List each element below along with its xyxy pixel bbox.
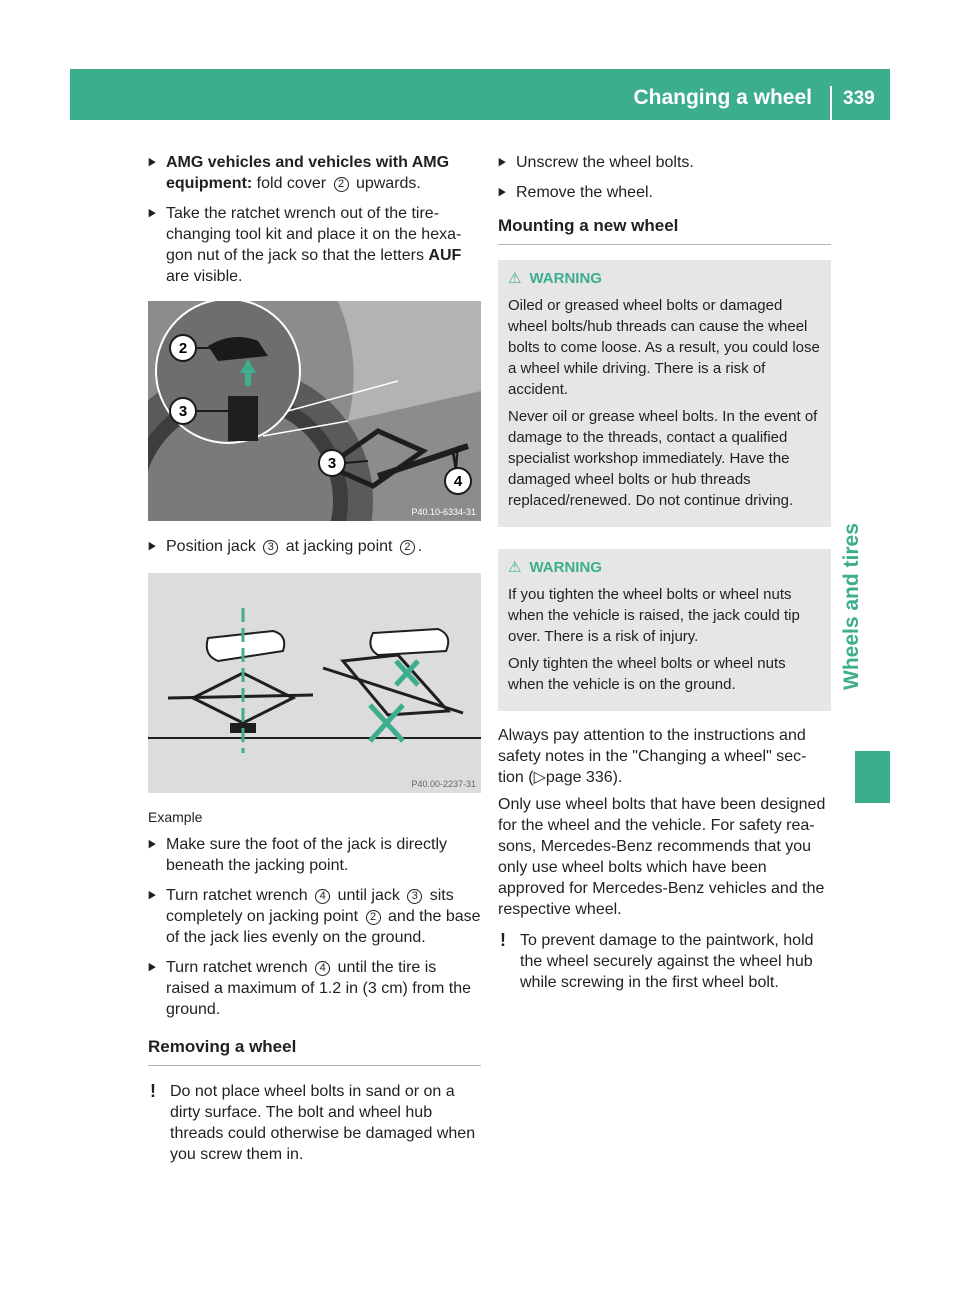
step-foot-beneath (148, 834, 481, 876)
step-text: until the tire is raised a maximum of 1.2 in (3 cm) from the ground. (166, 959, 471, 1018)
warning-text: Oiled or greased wheel bolts or damaged wheel bolts/hub threads can cause the wheel bolts to come loose. As a result, you could lose a wheel while driving. There is a risk of accident. (508, 297, 820, 398)
warning-label: WARNING (529, 270, 602, 287)
callout-number: 3 (407, 889, 422, 904)
side-tab-label: Wheels and tires (840, 523, 863, 690)
warning-text: Only tighten the wheel bolts or wheel nuts when the vehicle is on the ground. (508, 655, 786, 693)
jack-position-illustration (148, 573, 481, 793)
warning-label: WARNING (529, 559, 602, 576)
step-ratchet-wrench (148, 203, 481, 287)
callout-number: 4 (315, 889, 330, 904)
step-text: sits completely on jacking point (166, 887, 454, 925)
warning-box-bolts (498, 260, 831, 527)
paragraph-wheel-bolts: Only use wheel bolts that have been designed for the wheel and the vehicle. For safety rea-sons, Mercedes-Benz recommends that you only use wheel bolts which have been approved for Mercedes-Benz vehicles and the respective wheel. (498, 796, 826, 918)
page-reference-link[interactable]: page 336 (545, 769, 613, 786)
step-text: and the base of the jack lies evenly on the ground. (166, 908, 481, 946)
jack-wheel-illustration (148, 301, 481, 521)
step-unscrew (498, 152, 831, 173)
figure-code: P40.00-2237-31 (411, 779, 476, 789)
page-ref-arrow-icon: ▷ (533, 769, 546, 786)
step-text: Unscrew the wheel bolts. (516, 154, 694, 171)
warning-text: Never oil or grease wheel bolts. In the event of damage to the threads, contact a qualified specialist workshop immediately. Have the damaged wheel bolts or hub threads replaced/renewed. Do not continue driving. (508, 408, 818, 509)
step-text: upwards. (355, 175, 421, 192)
step-turn-ratchet-sits (148, 885, 481, 948)
step-amg-cover (148, 152, 481, 194)
callout-number: 3 (263, 540, 278, 555)
step-text: Take the ratchet wrench out of the tire-changing tool kit and place it on the hexa-gon nut of the jack so that the letters (166, 205, 462, 264)
callout-number: 2 (400, 540, 415, 555)
paragraph-text: Always pay attention to the instructions and safety notes in the "Changing a wheel" sec-tion ( (498, 727, 807, 786)
step-remove-wheel (498, 182, 831, 203)
notice-removing (148, 1081, 481, 1165)
callout-label: 3 (327, 455, 337, 472)
warning-header (508, 557, 821, 578)
figure-jack-positioning-example (148, 573, 481, 793)
warning-header (508, 268, 821, 289)
step-bold-label: AMG vehicles and vehicles with AMG equipment: (166, 154, 450, 192)
chapter-title: Changing a wheel (633, 86, 812, 109)
step-turn-ratchet-raise (148, 957, 481, 1020)
warning-triangle-icon: ⚠ (508, 559, 522, 576)
exclamation-icon: ! (500, 930, 506, 950)
step-text: . (417, 538, 423, 555)
callout-number: 2 (334, 177, 349, 192)
section-heading-removing: Removing a wheel (148, 1036, 481, 1066)
warning-box-tighten (498, 549, 831, 711)
step-text: at jacking point (285, 538, 393, 555)
side-tab-marker (855, 751, 890, 803)
page-header (70, 69, 890, 120)
step-text: Remove the wheel. (516, 184, 653, 201)
step-position-jack (148, 536, 481, 557)
step-text: Position jack (166, 538, 256, 555)
step-text: Turn ratchet wrench (166, 959, 308, 976)
step-text: fold cover (256, 175, 327, 192)
warning-text: If you tighten the wheel bolts or wheel nuts when the vehicle is raised, the jack could tip over. There is a risk of injury. (508, 586, 800, 645)
left-column (148, 152, 481, 1175)
step-text: Turn ratchet wrench (166, 887, 308, 904)
header-separator (830, 86, 832, 120)
paragraph-safety-notes (498, 725, 831, 788)
callout-label: 4 (453, 473, 463, 490)
figure-code: P40.10-6334-31 (411, 507, 476, 517)
warning-triangle-icon: ⚠ (508, 270, 522, 287)
figure-caption: Example (148, 809, 203, 825)
figure-jack-at-wheel (148, 301, 481, 521)
notice-mounting (498, 930, 831, 993)
step-bold-label: AUF (428, 247, 462, 264)
callout-label: 2 (178, 340, 188, 357)
callout-label: 3 (178, 403, 188, 420)
right-column (498, 152, 831, 1003)
page-number: 339 (843, 88, 875, 109)
callout-number: 4 (315, 961, 330, 976)
step-text: are visible. (166, 268, 243, 285)
callout-number: 2 (366, 910, 381, 925)
exclamation-icon: ! (150, 1081, 156, 1101)
section-heading-mounting: Mounting a new wheel (498, 215, 831, 245)
step-text: Make sure the foot of the jack is directly beneath the jacking point. (166, 836, 448, 874)
paragraph-text: ). (612, 769, 623, 786)
notice-text: Do not place wheel bolts in sand or on a dirty surface. The bolt and wheel hub threads could otherwise be damaged when you screw them in. (170, 1083, 476, 1163)
notice-text: To prevent damage to the paintwork, hold the wheel securely against the wheel hub while screwing in the first wheel bolt. (520, 932, 814, 991)
step-text: until jack (337, 887, 400, 904)
